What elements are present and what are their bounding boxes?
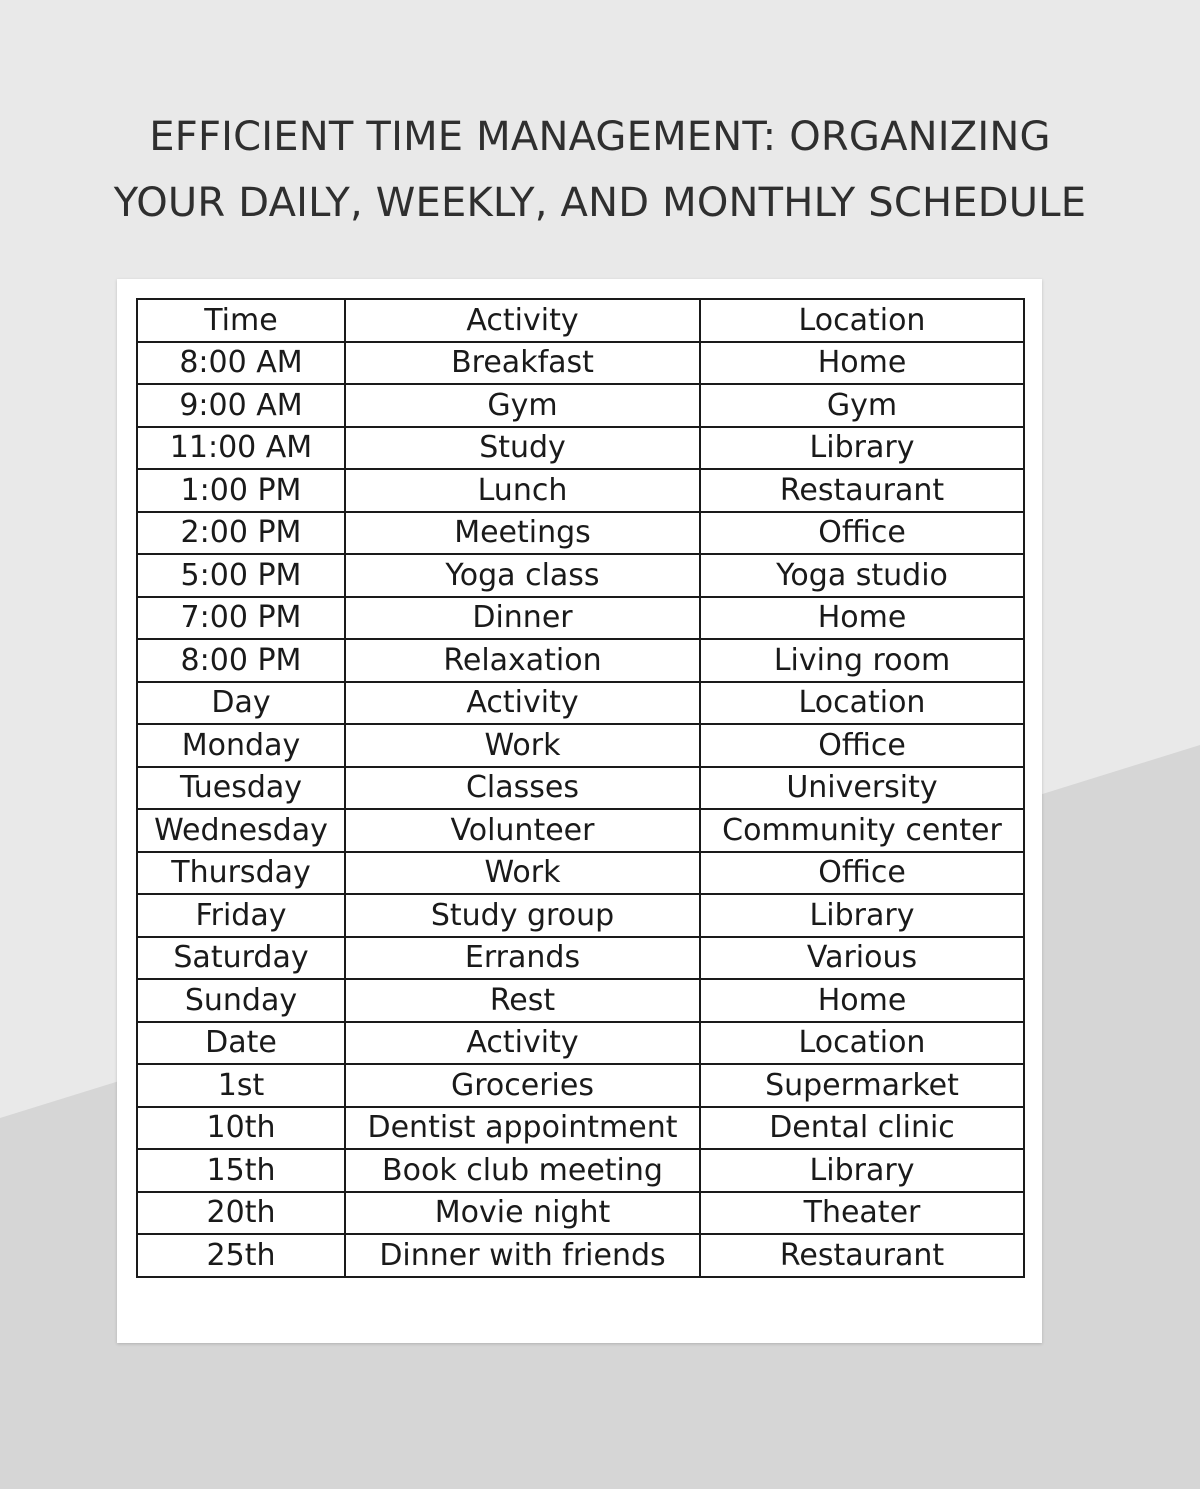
location-cell: Location [700,682,1024,725]
time-cell: Wednesday [137,809,345,852]
activity-cell: Yoga class [345,554,700,597]
activity-cell: Work [345,724,700,767]
location-cell: Gym [700,384,1024,427]
table-row [137,469,1024,512]
table-row [137,937,1024,980]
location-cell: Location [700,299,1024,342]
time-cell: 5:00 PM [137,554,345,597]
location-cell: Yoga studio [700,554,1024,597]
location-cell: Community center [700,809,1024,852]
table-row [137,1234,1024,1277]
time-cell: 15th [137,1149,345,1192]
table-row [137,682,1024,725]
activity-cell: Movie night [345,1192,700,1235]
time-cell: 9:00 AM [137,384,345,427]
time-cell: Monday [137,724,345,767]
location-cell: Location [700,1022,1024,1065]
location-cell: Office [700,852,1024,895]
activity-cell: Gym [345,384,700,427]
location-cell: Library [700,1149,1024,1192]
time-cell: 1st [137,1064,345,1107]
location-cell: Library [700,894,1024,937]
schedule-table [136,298,1025,1278]
table-row [137,724,1024,767]
table-row [137,384,1024,427]
activity-cell: Errands [345,937,700,980]
time-cell: Friday [137,894,345,937]
activity-cell: Study group [345,894,700,937]
location-cell: University [700,767,1024,810]
location-cell: Restaurant [700,469,1024,512]
time-cell: 25th [137,1234,345,1277]
table-row [137,979,1024,1022]
time-cell: Tuesday [137,767,345,810]
activity-cell: Dinner with friends [345,1234,700,1277]
activity-cell: Dinner [345,597,700,640]
time-cell: Day [137,682,345,725]
table-row [137,299,1024,342]
time-cell: 7:00 PM [137,597,345,640]
table-row [137,342,1024,385]
location-cell: Theater [700,1192,1024,1235]
time-cell: 10th [137,1107,345,1150]
table-row [137,767,1024,810]
activity-cell: Work [345,852,700,895]
activity-cell: Activity [345,682,700,725]
location-cell: Dental clinic [700,1107,1024,1150]
table-row [137,809,1024,852]
time-cell: 8:00 PM [137,639,345,682]
time-cell: Date [137,1022,345,1065]
activity-cell: Classes [345,767,700,810]
table-row [137,597,1024,640]
table-row [137,512,1024,555]
activity-cell: Activity [345,1022,700,1065]
location-cell: Home [700,342,1024,385]
activity-cell: Lunch [345,469,700,512]
location-cell: Home [700,597,1024,640]
table-row [137,1022,1024,1065]
activity-cell: Volunteer [345,809,700,852]
activity-cell: Dentist appointment [345,1107,700,1150]
time-cell: 1:00 PM [137,469,345,512]
table-row [137,1192,1024,1235]
table-row [137,894,1024,937]
time-cell: 11:00 AM [137,427,345,470]
location-cell: Home [700,979,1024,1022]
time-cell: Thursday [137,852,345,895]
table-row [137,1107,1024,1150]
schedule-sheet [117,279,1042,1343]
time-cell: Sunday [137,979,345,1022]
activity-cell: Groceries [345,1064,700,1107]
time-cell: 2:00 PM [137,512,345,555]
schedule-table-body [137,299,1024,1277]
table-row [137,852,1024,895]
time-cell: 20th [137,1192,345,1235]
location-cell: Office [700,512,1024,555]
activity-cell: Breakfast [345,342,700,385]
table-row [137,554,1024,597]
activity-cell: Study [345,427,700,470]
activity-cell: Meetings [345,512,700,555]
table-row [137,1149,1024,1192]
page-title [0,104,1200,236]
time-cell: Saturday [137,937,345,980]
location-cell: Supermarket [700,1064,1024,1107]
location-cell: Office [700,724,1024,767]
time-cell: 8:00 AM [137,342,345,385]
page-title-line-1: EFFICIENT TIME MANAGEMENT: ORGANIZING [149,114,1051,160]
location-cell: Various [700,937,1024,980]
time-cell: Time [137,299,345,342]
location-cell: Library [700,427,1024,470]
page-title-line-2: YOUR DAILY, WEEKLY, AND MONTHLY SCHEDULE [113,180,1087,226]
activity-cell: Relaxation [345,639,700,682]
table-row [137,639,1024,682]
activity-cell: Rest [345,979,700,1022]
location-cell: Restaurant [700,1234,1024,1277]
table-row [137,427,1024,470]
table-row [137,1064,1024,1107]
activity-cell: Activity [345,299,700,342]
location-cell: Living room [700,639,1024,682]
activity-cell: Book club meeting [345,1149,700,1192]
